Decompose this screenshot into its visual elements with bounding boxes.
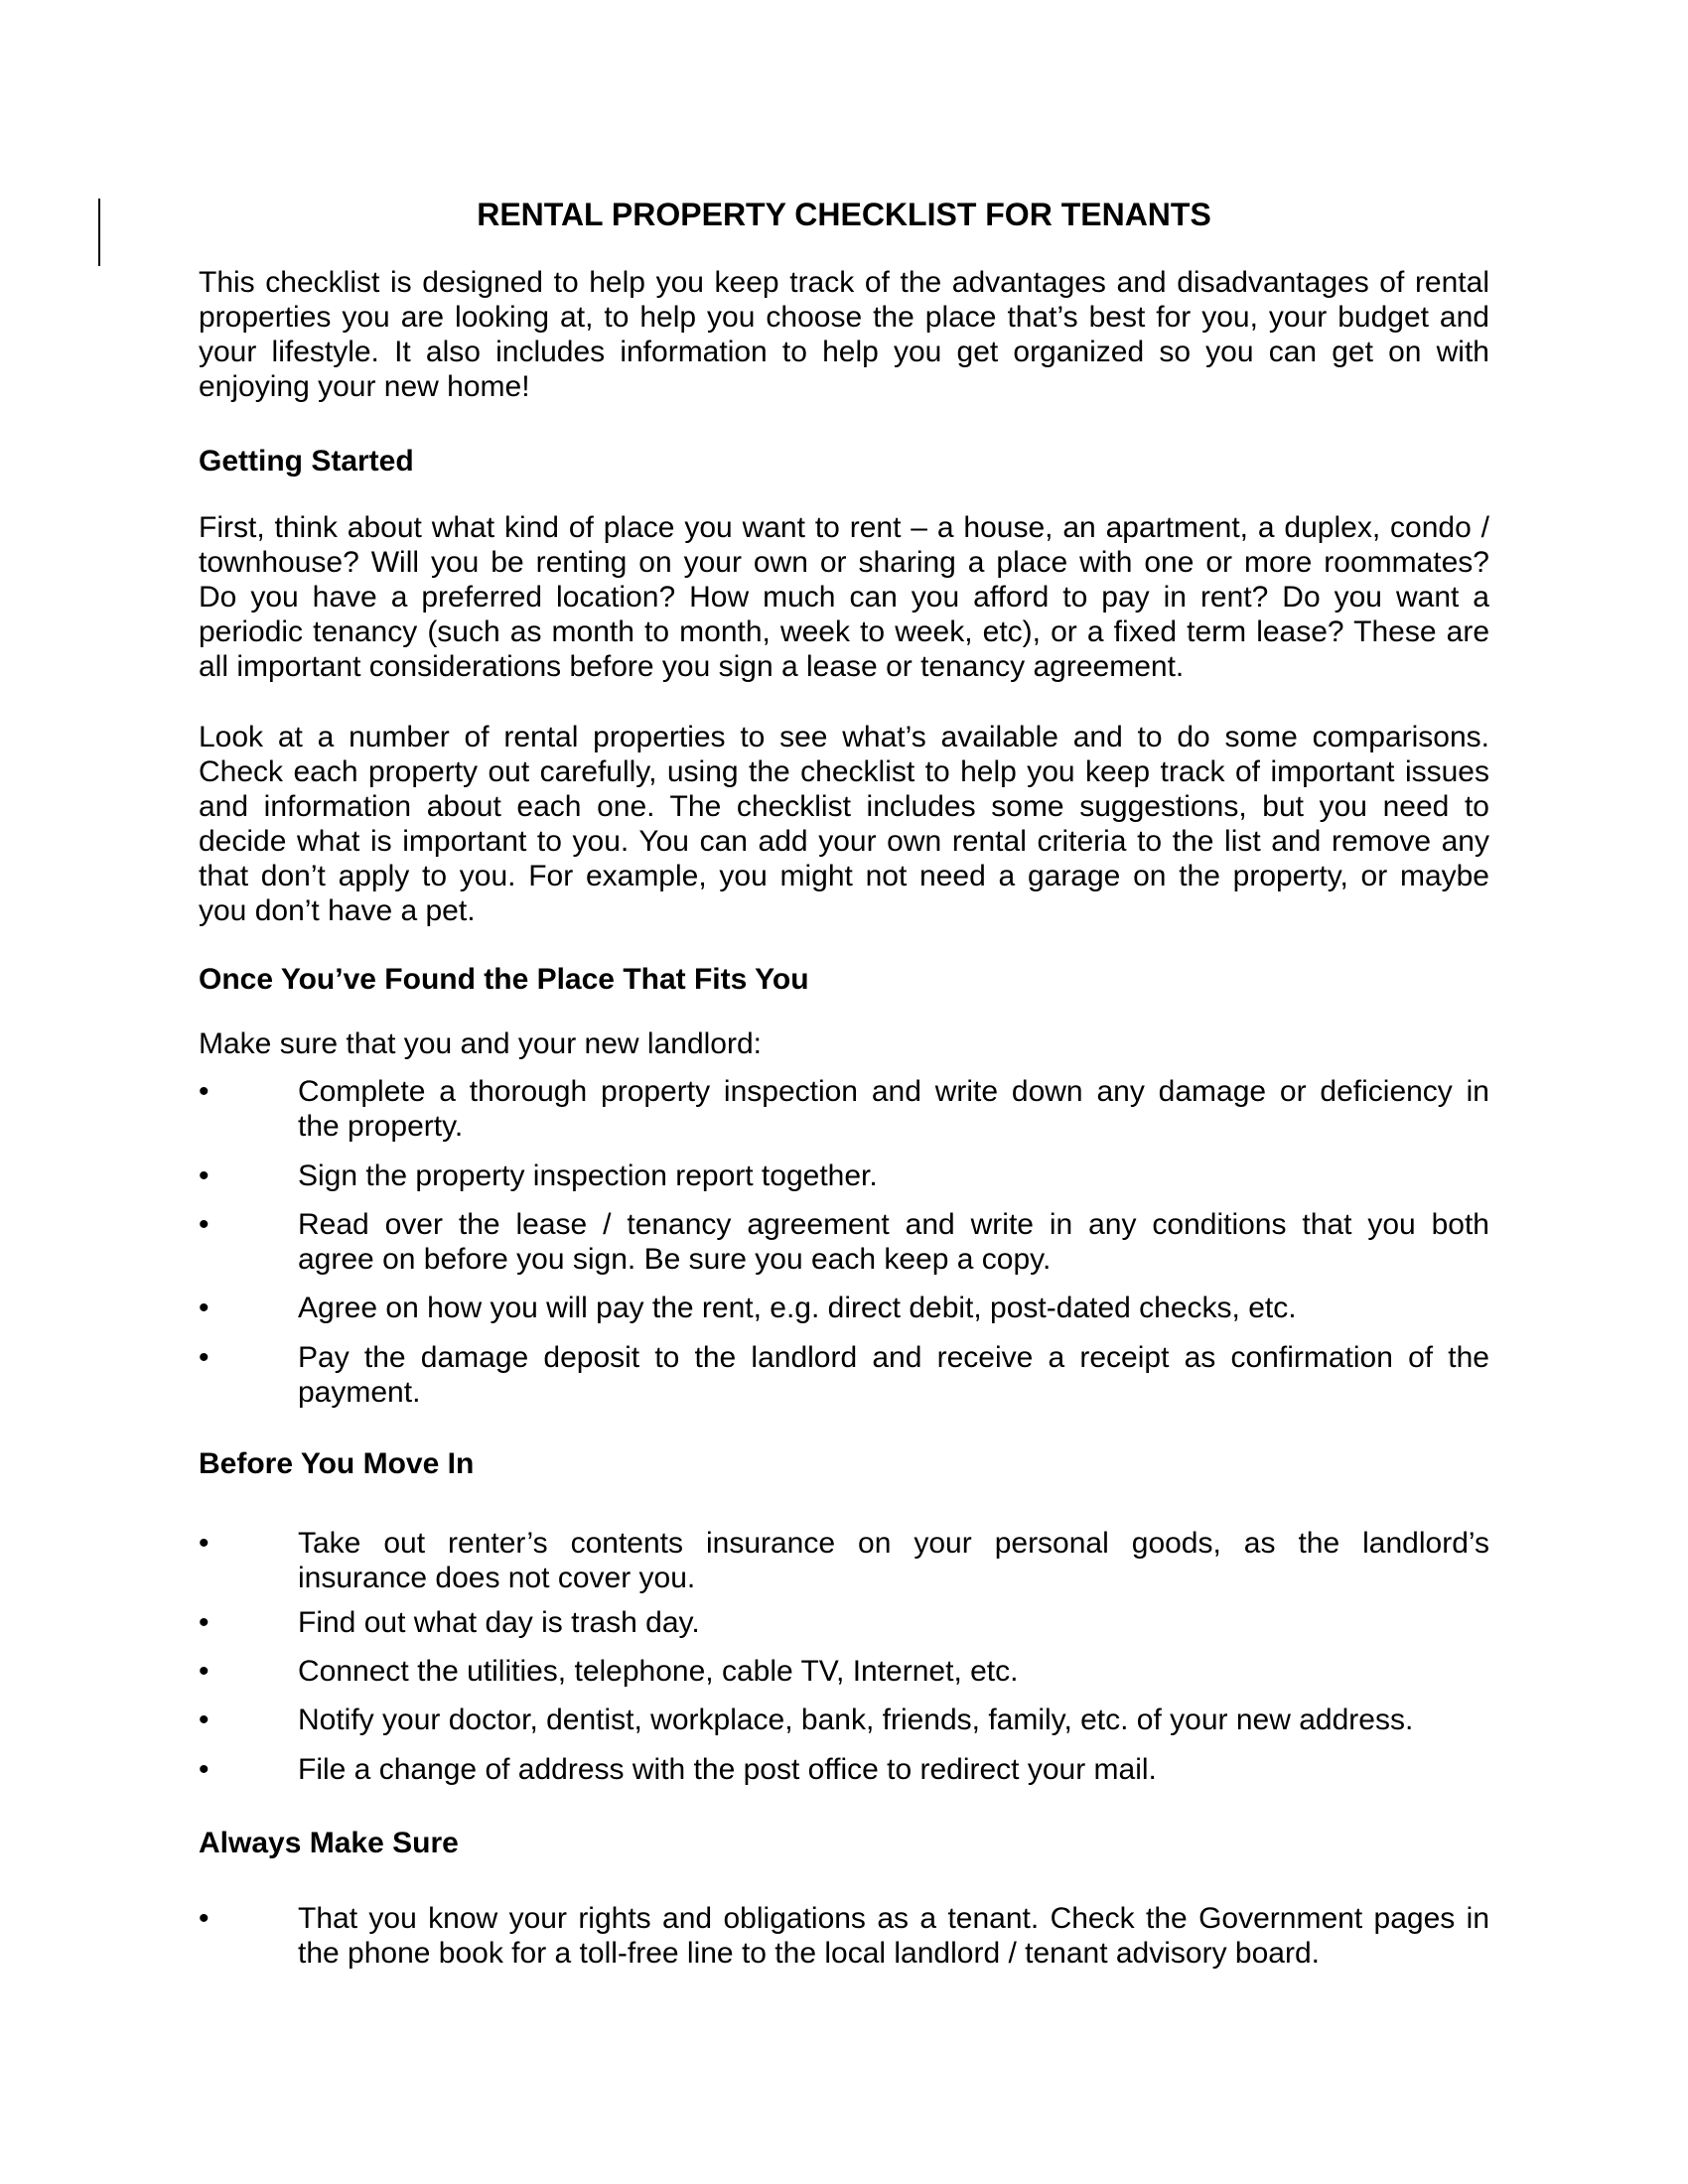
text-line: Take out renter’s contents insurance on your personal goods, as the landlord’s <box>298 1527 1489 1560</box>
text-line: periodic tenancy (such as month to month, week to week, etc), or a fixed term lease? These are <box>199 615 1489 648</box>
text-line: Make sure that you and your new landlord: <box>199 1027 762 1060</box>
text-line: That you know your rights and obligations as a tenant. Check the Government pages in <box>298 1902 1489 1935</box>
text-line: Notify your doctor, dentist, workplace, bank, friends, family, etc. of your new address. <box>298 1704 1414 1736</box>
getting-started-paragraph-1 <box>199 510 1489 684</box>
text-line: Check each property out carefully, using the checklist to help you keep track of important issues <box>199 755 1489 788</box>
text-line: the phone book for a toll-free line to the local landlord / tenant advisory board. <box>298 1937 1320 1970</box>
text-line: agree on before you sign. Be sure you each keep a copy. <box>298 1243 1052 1276</box>
text-line: all important considerations before you sign a lease or tenancy agreement. <box>199 650 1185 683</box>
bullet-icon: • <box>199 1292 210 1324</box>
text-line: enjoying your new home! <box>199 370 530 403</box>
getting-started-paragraph-2 <box>199 720 1489 928</box>
bullet-icon: • <box>199 1208 210 1241</box>
bullet-icon: • <box>199 1655 210 1688</box>
text-line: payment. <box>298 1376 421 1409</box>
text-line: your lifestyle. It also includes information to help you get organized so you can get on with <box>199 336 1489 368</box>
text-line: you don’t have a pet. <box>199 894 476 927</box>
page-title: RENTAL PROPERTY CHECKLIST FOR TENANTS <box>477 197 1211 232</box>
text-line: that don’t apply to you. For example, you might not need a garage on the property, or maybe <box>199 860 1489 892</box>
text-line: insurance does not cover you. <box>298 1562 696 1594</box>
bullet-icon: • <box>199 1527 210 1560</box>
text-line: Pay the damage deposit to the landlord and receive a receipt as confirmation of the <box>298 1341 1489 1374</box>
text-line: Connect the utilities, telephone, cable TV, Internet, etc. <box>298 1655 1019 1688</box>
once-found-lead <box>199 1026 1489 1061</box>
text-line: Do you have a preferred location? How much can you afford to pay in rent? Do you want a <box>199 581 1489 614</box>
text-line: Find out what day is trash day. <box>298 1606 700 1639</box>
text-line: First, think about what kind of place you want to rent – a house, an apartment, a duplex, condo / <box>199 511 1489 544</box>
heading-getting-started: Getting Started <box>199 445 414 478</box>
heading-always-make-sure: Always Make Sure <box>199 1827 459 1859</box>
bullet-icon: • <box>199 1075 210 1108</box>
text-line: Read over the lease / tenancy agreement and write in any conditions that you both <box>298 1208 1489 1241</box>
text-line: Complete a thorough property inspection and write down any damage or deficiency in <box>298 1075 1489 1108</box>
bullet-icon: • <box>199 1902 210 1935</box>
text-line: File a change of address with the post office to redirect your mail. <box>298 1753 1157 1786</box>
intro-paragraph <box>199 265 1489 404</box>
text-line: townhouse? Will you be renting on your own or sharing a place with one or more roommates? <box>199 546 1489 579</box>
text-line: Agree on how you will pay the rent, e.g. direct debit, post-dated checks, etc. <box>298 1292 1297 1324</box>
bullet-icon: • <box>199 1606 210 1639</box>
text-line: properties you are looking at, to help you choose the place that’s best for you, your budget and <box>199 301 1489 334</box>
text-line: This checklist is designed to help you keep track of the advantages and disadvantages of rental <box>199 266 1489 299</box>
text-line: Sign the property inspection report together. <box>298 1160 878 1192</box>
text-line: Look at a number of rental properties to see what’s available and to do some comparisons. <box>199 721 1489 753</box>
bullet-icon: • <box>199 1704 210 1736</box>
bullet-icon: • <box>199 1341 210 1374</box>
bullet-icon: • <box>199 1160 210 1192</box>
bullet-icon: • <box>199 1753 210 1786</box>
text-line: decide what is important to you. You can add your own rental criteria to the list and remove any <box>199 825 1489 858</box>
heading-before-move-in: Before You Move In <box>199 1447 475 1480</box>
text-line: the property. <box>298 1110 464 1143</box>
heading-once-found: Once You’ve Found the Place That Fits You <box>199 963 809 996</box>
text-line: and information about each one. The checklist includes some suggestions, but you need to <box>199 790 1489 823</box>
